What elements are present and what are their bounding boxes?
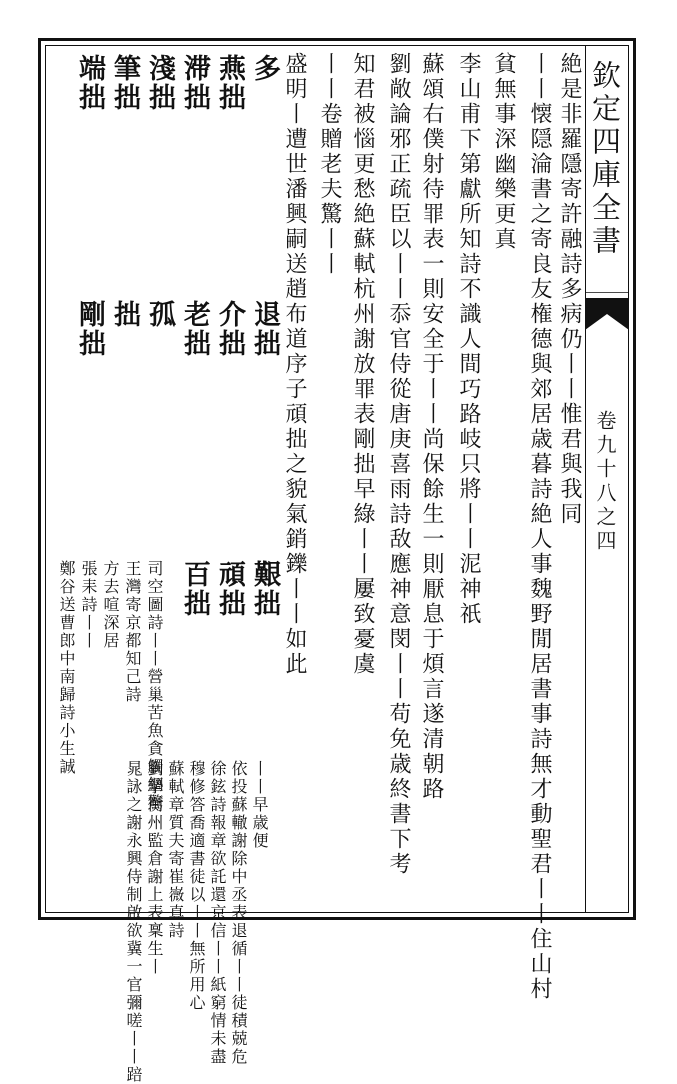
headword-10: 拙 bbox=[109, 300, 140, 329]
text-column-3: 貧無事深幽樂更真 bbox=[491, 52, 516, 252]
headword-2: 滞拙 bbox=[179, 54, 210, 112]
headword-9: 孤 bbox=[144, 300, 175, 329]
note-7: 徐鉉詩報章欲託還京信丨丨紙窮情未盡 bbox=[208, 760, 227, 1066]
note-3: 張耒詩丨丨 bbox=[79, 560, 98, 650]
headword-13: 頑拙 bbox=[214, 560, 245, 618]
headword-14: 百拙 bbox=[179, 560, 210, 618]
book-title: 欽定四庫全書 bbox=[588, 60, 622, 258]
headword-4: 筆拙 bbox=[109, 54, 140, 112]
headword-11: 剛拙 bbox=[74, 300, 105, 358]
headword-0: 多 bbox=[249, 54, 280, 83]
headword-3: 淺拙 bbox=[144, 54, 175, 112]
note-0: 司空圖詩丨丨營巢苦魚貪觸網驚 bbox=[145, 560, 164, 812]
headword-5: 端拙 bbox=[74, 54, 105, 112]
note-11: 晁詠之謝永興侍制啟欲冀一官彌嗟丨丨踣 bbox=[124, 760, 143, 1084]
note-4: 鄭谷送曹郎中南歸詩小生誠 bbox=[57, 560, 76, 776]
note-9: 蘇軾章質夫寄崔嶶真詩 bbox=[166, 760, 185, 940]
text-column-7: 知君被惱更愁絶蘇軾杭州謝放罪表剛拙早綠丨丨屢致憂虞 bbox=[350, 52, 375, 677]
note-10: 劉摯衡州監倉謝上表稟生丨 bbox=[145, 760, 164, 976]
note-6: 依投蘇轍謝除中丞表退循丨丨徒積兢危 bbox=[229, 760, 248, 1066]
fishtail-mark-icon bbox=[585, 292, 629, 336]
text-column-5: 蘇頌右僕射待罪表一則安全于丨丨尚保餘生一則厭息于煩言遂清朝路 bbox=[419, 52, 444, 802]
note-1: 王灣寄京都知己詩 bbox=[123, 560, 142, 704]
note-5: 丨丨早歳便 bbox=[250, 760, 269, 850]
headword-6: 退拙 bbox=[249, 300, 280, 358]
text-column-4: 李山甫下第獻所知詩不識人間巧路岐只將丨丨泥神祇 bbox=[456, 52, 481, 627]
juan-number: 卷九十八之四 bbox=[593, 410, 617, 554]
note-8: 穆修答喬適書徒以丨丨無所用心 bbox=[187, 760, 206, 1012]
headword-8: 老拙 bbox=[179, 300, 210, 358]
headword-12: 艱拙 bbox=[249, 560, 280, 618]
headword-7: 介拙 bbox=[214, 300, 245, 358]
text-column-9: 盛明丨遭世潘興嗣送趙布道序子頑拙之貌氣銷鑠丨丨如此 bbox=[282, 52, 307, 677]
note-2: 方去喧深居 bbox=[101, 560, 120, 650]
text-column-8: 丨丨卷贈老夫驚丨丨 bbox=[317, 52, 342, 277]
text-column-2: 丨丨懐隠淪書之寄良友権德與郊居歳暮詩絶人事魏野閒居書事詩無才動聖君丨丨住山村 bbox=[527, 52, 552, 1002]
text-column-1: 絶是非羅隱寄許融詩多病仍丨丨惟君與我同 bbox=[557, 52, 582, 527]
headword-1: 燕拙 bbox=[214, 54, 245, 112]
text-column-6: 劉敞論邪正疏臣以丨丨忝官侍從唐庚喜雨詩敌應神意閔丨丨苟免歳終書下考 bbox=[386, 52, 411, 877]
